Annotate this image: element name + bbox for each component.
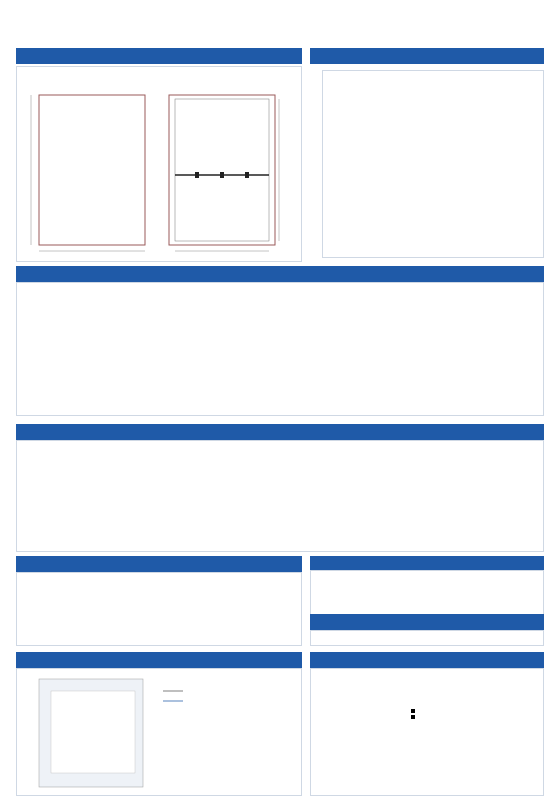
legend-std-swatch xyxy=(411,709,415,713)
linear-warranty xyxy=(310,668,544,796)
comprehensive-params xyxy=(16,440,544,552)
comprehensive-params-header xyxy=(16,424,544,440)
front-view xyxy=(39,95,145,245)
legend-top-swatch xyxy=(411,715,415,719)
working-conditions xyxy=(16,572,302,646)
electrical-curves-header xyxy=(16,652,302,668)
working-conditions-header xyxy=(16,556,302,572)
mechanical-specs xyxy=(322,70,544,258)
warranty-chart xyxy=(311,669,545,797)
iv-pv-chart xyxy=(17,669,303,797)
engineering-drawing-header xyxy=(16,48,302,64)
engineering-drawing xyxy=(16,66,302,262)
module-drawing xyxy=(17,67,303,263)
electrical-characteristics-header xyxy=(16,266,544,282)
warranty-header xyxy=(310,652,544,668)
mechanical-specs-header xyxy=(310,48,544,64)
package-configuration-header xyxy=(310,614,544,630)
package-configuration xyxy=(310,630,544,646)
electrical-characteristics xyxy=(16,282,544,416)
electrical-curves xyxy=(16,668,302,796)
back-view xyxy=(169,95,275,245)
temperature-coefficients xyxy=(310,570,544,616)
